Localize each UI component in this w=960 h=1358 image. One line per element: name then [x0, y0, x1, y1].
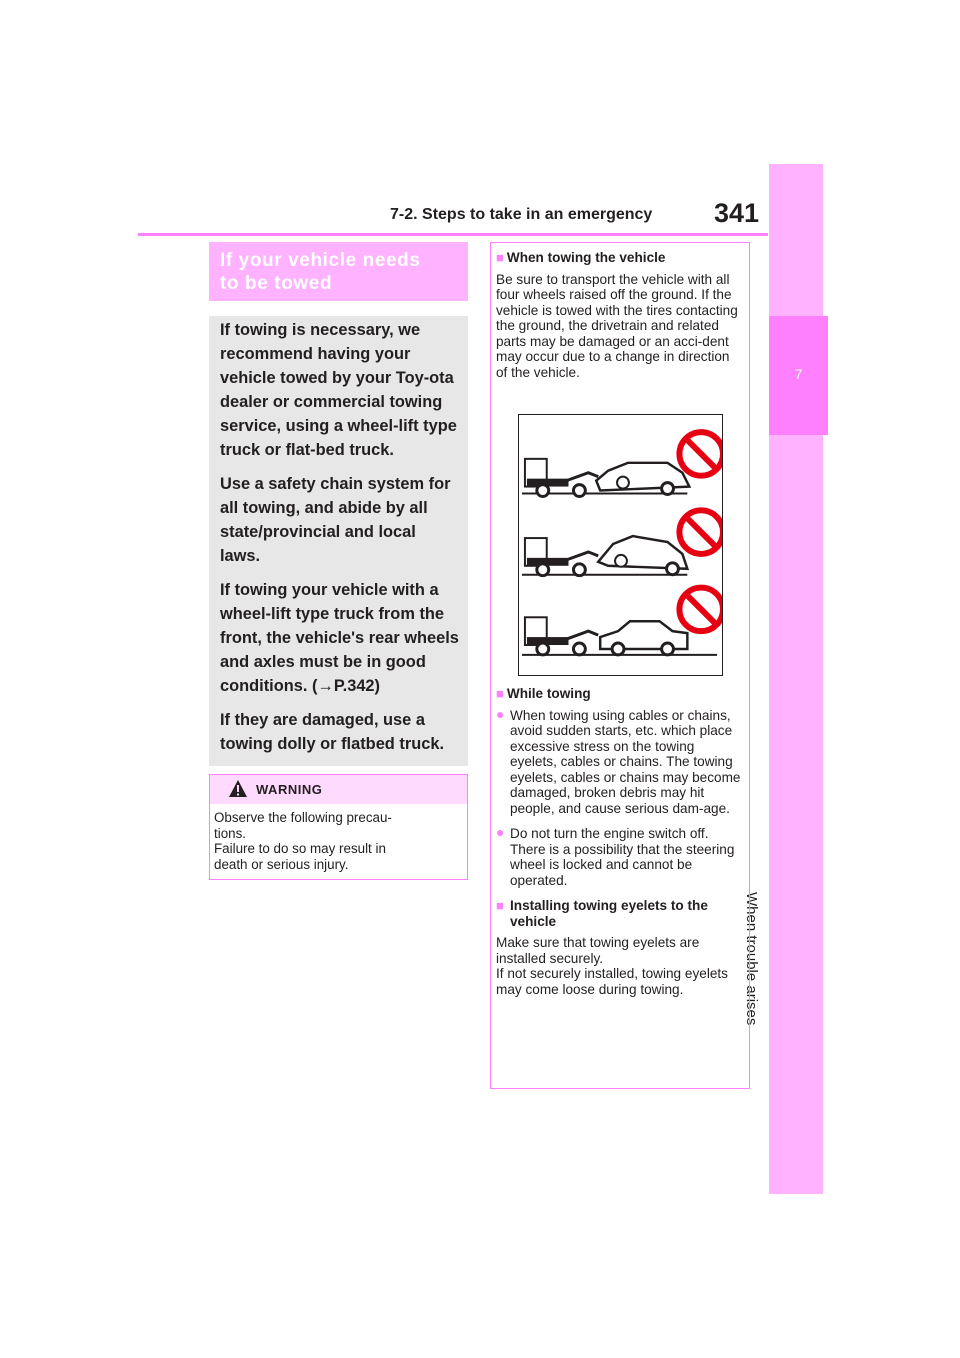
- square-bullet-icon: ■: [496, 898, 504, 913]
- page-reference-link[interactable]: P.342): [333, 677, 381, 695]
- section-heading-line2: to be towed: [220, 273, 333, 294]
- warning-line-3: Failure to do so may result in: [214, 841, 386, 856]
- subheading-while-towing-text: While towing: [506, 686, 591, 701]
- chapter-number: 7: [794, 366, 803, 382]
- while-towing-bullet-2-text-b: There is a possibility that the steering wheel is locked and cannot be operated.: [510, 841, 735, 888]
- while-towing-bullet-1-text: When towing using cables or chains, avoid sudden starts, etc. which place excessive stress on the towing eyelets, cables or chains. The towing eyelets, cables or chains may become damaged, broken debris may hit people, and cause serious dam-age.: [510, 707, 741, 816]
- section-heading-line1: If your vehicle needs: [220, 250, 421, 271]
- intro-text: [220, 318, 460, 766]
- warning-triangle-icon: [228, 779, 248, 799]
- subheading-when-towing-text: When towing the vehicle: [506, 250, 666, 265]
- square-bullet-icon: ■: [496, 686, 504, 701]
- header-rule: [138, 233, 768, 236]
- intro-paragraph-3: [220, 578, 460, 698]
- warning-title: WARNING: [256, 782, 323, 797]
- square-bullet-icon: ■: [496, 250, 504, 265]
- while-towing-bullet-1: [496, 705, 744, 817]
- circle-bullet-icon: ●: [496, 824, 505, 840]
- subheading-while-towing: [496, 686, 744, 702]
- subheading-installing-eyelets-text: Installing towing eyelets to the vehicle: [510, 898, 708, 929]
- header-section-title: 7-2. Steps to take in an emergency: [390, 206, 653, 223]
- section-heading: [220, 249, 465, 295]
- warning-line-1: Observe the following precau-: [214, 810, 392, 825]
- warning-body: [214, 810, 464, 872]
- towing-illustration: [518, 414, 723, 676]
- while-towing-bullet-2: [496, 826, 744, 888]
- intro-paragraph-1: If towing is necessary, we recommend having your vehicle towed by your Toy-ota dealer or commercial towing service, using a wheel-lift type truck or flat-bed truck.: [220, 321, 457, 459]
- tow-row-2: [522, 510, 723, 575]
- intro-paragraph-3-text: If towing your vehicle with a wheel-lift type truck from the front, the vehicle's rear wheels and axles must be in good conditions. (: [220, 581, 459, 695]
- arrow-icon: →: [317, 677, 334, 695]
- subheading-installing-eyelets: [496, 898, 744, 929]
- chapter-title: When trouble arises: [743, 892, 760, 1026]
- circle-bullet-icon: ●: [496, 705, 505, 722]
- tow-row-1: [522, 432, 723, 496]
- intro-paragraph-2: Use a safety chain system for all towing, and abide by all state/provincial and local laws.: [220, 475, 451, 565]
- while-towing-section: [496, 686, 744, 997]
- intro-paragraph-4: If they are damaged, use a towing dolly or flatbed truck.: [220, 711, 445, 753]
- tow-row-3: [522, 588, 723, 655]
- installing-eyelets-paragraph-a: Make sure that towing eyelets are installed securely.: [496, 935, 700, 966]
- warning-line-4: death or serious injury.: [214, 856, 349, 872]
- subheading-when-towing: [496, 250, 744, 266]
- installing-eyelets-paragraph-b: If not securely installed, towing eyelets may come loose during towing.: [496, 966, 728, 997]
- warning-line-2: tions.: [214, 825, 247, 841]
- page-number: 341: [714, 198, 760, 228]
- towing-section: [496, 250, 744, 380]
- when-towing-paragraph: Be sure to transport the vehicle with all four wheels raised off the ground. If the vehicle is towed with the tires contacting the ground, the drivetrain and related parts may be damaged or an acci-dent may occur due to a change in direction of the vehicle.: [496, 271, 738, 380]
- while-towing-bullet-2-text-a: Do not turn the engine switch off.: [510, 826, 709, 841]
